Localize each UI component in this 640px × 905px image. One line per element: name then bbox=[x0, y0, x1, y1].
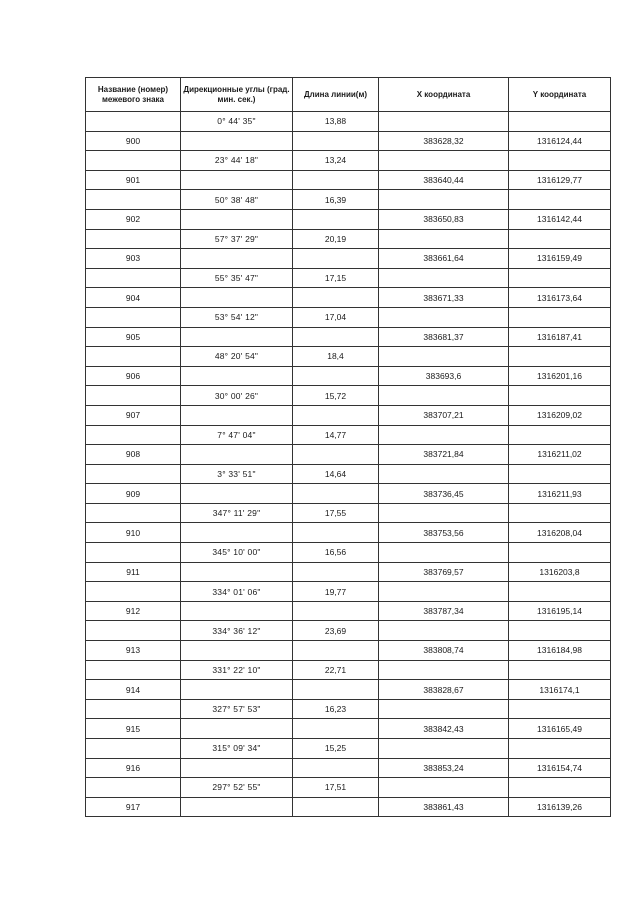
direction-angle-cell: 297° 52' 55" bbox=[181, 778, 293, 798]
marker-point-row bbox=[86, 288, 611, 308]
direction-angle-cell bbox=[181, 484, 293, 504]
x-coordinate-cell bbox=[379, 699, 509, 719]
marker-name-cell: 900 bbox=[86, 131, 181, 151]
y-coordinate-cell: 1316203,8 bbox=[509, 562, 611, 582]
line-length-cell: 15,25 bbox=[293, 739, 379, 759]
line-length-cell: 16,39 bbox=[293, 190, 379, 210]
header-marker-name: Название (номер) межевого знака bbox=[86, 78, 181, 112]
y-coordinate-cell bbox=[509, 503, 611, 523]
direction-angle-cell: 345° 10' 00" bbox=[181, 543, 293, 563]
line-length-cell bbox=[293, 680, 379, 700]
direction-angle-cell: 347° 11' 29" bbox=[181, 503, 293, 523]
line-length-cell: 16,56 bbox=[293, 543, 379, 563]
direction-angle-cell bbox=[181, 719, 293, 739]
y-coordinate-cell bbox=[509, 268, 611, 288]
direction-angle-cell: 331° 22' 10" bbox=[181, 660, 293, 680]
marker-name-cell: 913 bbox=[86, 641, 181, 661]
marker-name-cell bbox=[86, 660, 181, 680]
line-length-cell bbox=[293, 366, 379, 386]
x-coordinate-cell bbox=[379, 268, 509, 288]
marker-name-cell: 904 bbox=[86, 288, 181, 308]
line-length-cell bbox=[293, 445, 379, 465]
marker-point-row bbox=[86, 131, 611, 151]
line-segment-row bbox=[86, 151, 611, 171]
line-length-cell bbox=[293, 523, 379, 543]
marker-point-row bbox=[86, 562, 611, 582]
direction-angle-cell: 23° 44' 18" bbox=[181, 151, 293, 171]
line-segment-row bbox=[86, 268, 611, 288]
line-length-cell: 22,71 bbox=[293, 660, 379, 680]
line-length-cell: 17,55 bbox=[293, 503, 379, 523]
x-coordinate-cell: 383808,74 bbox=[379, 641, 509, 661]
y-coordinate-cell: 1316211,93 bbox=[509, 484, 611, 504]
y-coordinate-cell: 1316139,26 bbox=[509, 797, 611, 817]
line-length-cell bbox=[293, 327, 379, 347]
x-coordinate-cell: 383828,67 bbox=[379, 680, 509, 700]
x-coordinate-cell bbox=[379, 464, 509, 484]
marker-name-cell: 903 bbox=[86, 249, 181, 269]
marker-name-cell: 901 bbox=[86, 170, 181, 190]
y-coordinate-cell bbox=[509, 699, 611, 719]
direction-angle-cell bbox=[181, 641, 293, 661]
y-coordinate-cell bbox=[509, 347, 611, 367]
y-coordinate-cell: 1316184,98 bbox=[509, 641, 611, 661]
x-coordinate-cell: 383769,57 bbox=[379, 562, 509, 582]
direction-angle-cell bbox=[181, 562, 293, 582]
x-coordinate-cell bbox=[379, 307, 509, 327]
marker-name-cell: 906 bbox=[86, 366, 181, 386]
x-coordinate-cell bbox=[379, 778, 509, 798]
marker-point-row bbox=[86, 209, 611, 229]
marker-point-row bbox=[86, 601, 611, 621]
direction-angle-cell: 0° 44' 35" bbox=[181, 112, 293, 132]
y-coordinate-cell bbox=[509, 778, 611, 798]
marker-point-row bbox=[86, 405, 611, 425]
x-coordinate-cell: 383707,21 bbox=[379, 405, 509, 425]
marker-name-cell: 902 bbox=[86, 209, 181, 229]
marker-name-cell bbox=[86, 229, 181, 249]
direction-angle-cell bbox=[181, 601, 293, 621]
line-length-cell bbox=[293, 719, 379, 739]
x-coordinate-cell: 383736,45 bbox=[379, 484, 509, 504]
marker-point-row bbox=[86, 523, 611, 543]
direction-angle-cell bbox=[181, 680, 293, 700]
x-coordinate-cell bbox=[379, 660, 509, 680]
y-coordinate-cell bbox=[509, 307, 611, 327]
marker-name-cell bbox=[86, 582, 181, 602]
boundary-coordinates-table bbox=[85, 77, 611, 817]
x-coordinate-cell bbox=[379, 229, 509, 249]
line-segment-row bbox=[86, 543, 611, 563]
y-coordinate-cell bbox=[509, 151, 611, 171]
x-coordinate-cell: 383671,33 bbox=[379, 288, 509, 308]
line-length-cell: 15,72 bbox=[293, 386, 379, 406]
x-coordinate-cell: 383640,44 bbox=[379, 170, 509, 190]
header-line-length: Длина линии(м) bbox=[293, 78, 379, 112]
line-length-cell bbox=[293, 249, 379, 269]
x-coordinate-cell bbox=[379, 190, 509, 210]
marker-name-cell: 915 bbox=[86, 719, 181, 739]
marker-name-cell bbox=[86, 190, 181, 210]
line-length-cell bbox=[293, 131, 379, 151]
line-segment-row bbox=[86, 425, 611, 445]
y-coordinate-cell: 1316187,41 bbox=[509, 327, 611, 347]
x-coordinate-cell bbox=[379, 425, 509, 445]
marker-name-cell bbox=[86, 112, 181, 132]
line-length-cell: 13,24 bbox=[293, 151, 379, 171]
line-length-cell bbox=[293, 641, 379, 661]
line-length-cell bbox=[293, 797, 379, 817]
direction-angle-cell bbox=[181, 288, 293, 308]
x-coordinate-cell bbox=[379, 543, 509, 563]
direction-angle-cell: 30° 00' 26" bbox=[181, 386, 293, 406]
line-length-cell bbox=[293, 601, 379, 621]
marker-name-cell bbox=[86, 307, 181, 327]
line-length-cell: 19,77 bbox=[293, 582, 379, 602]
marker-point-row bbox=[86, 445, 611, 465]
marker-name-cell bbox=[86, 778, 181, 798]
x-coordinate-cell bbox=[379, 347, 509, 367]
line-segment-row bbox=[86, 229, 611, 249]
direction-angle-cell bbox=[181, 405, 293, 425]
y-coordinate-cell bbox=[509, 543, 611, 563]
y-coordinate-cell bbox=[509, 621, 611, 641]
marker-name-cell bbox=[86, 739, 181, 759]
marker-point-row bbox=[86, 249, 611, 269]
direction-angle-cell: 315° 09' 34" bbox=[181, 739, 293, 759]
line-length-cell: 17,15 bbox=[293, 268, 379, 288]
direction-angle-cell bbox=[181, 366, 293, 386]
marker-name-cell bbox=[86, 425, 181, 445]
marker-point-row bbox=[86, 680, 611, 700]
direction-angle-cell bbox=[181, 131, 293, 151]
line-length-cell: 13,88 bbox=[293, 112, 379, 132]
line-segment-row bbox=[86, 347, 611, 367]
marker-point-row bbox=[86, 484, 611, 504]
line-segment-row bbox=[86, 386, 611, 406]
table-header-row bbox=[86, 78, 611, 112]
y-coordinate-cell bbox=[509, 464, 611, 484]
direction-angle-cell: 50° 38' 48" bbox=[181, 190, 293, 210]
y-coordinate-cell bbox=[509, 660, 611, 680]
marker-point-row bbox=[86, 366, 611, 386]
x-coordinate-cell: 383861,43 bbox=[379, 797, 509, 817]
y-coordinate-cell: 1316173,64 bbox=[509, 288, 611, 308]
marker-name-cell: 909 bbox=[86, 484, 181, 504]
direction-angle-cell: 334° 36' 12" bbox=[181, 621, 293, 641]
line-segment-row bbox=[86, 660, 611, 680]
marker-name-cell: 905 bbox=[86, 327, 181, 347]
y-coordinate-cell: 1316124,44 bbox=[509, 131, 611, 151]
x-coordinate-cell: 383661,64 bbox=[379, 249, 509, 269]
x-coordinate-cell bbox=[379, 112, 509, 132]
marker-name-cell bbox=[86, 699, 181, 719]
x-coordinate-cell: 383753,56 bbox=[379, 523, 509, 543]
x-coordinate-cell bbox=[379, 151, 509, 171]
line-length-cell: 14,77 bbox=[293, 425, 379, 445]
marker-name-cell bbox=[86, 386, 181, 406]
marker-name-cell: 912 bbox=[86, 601, 181, 621]
header-direction-angle: Дирекционные углы (град. мин. сек.) bbox=[181, 78, 293, 112]
direction-angle-cell: 327° 57' 53" bbox=[181, 699, 293, 719]
y-coordinate-cell bbox=[509, 582, 611, 602]
marker-name-cell: 916 bbox=[86, 758, 181, 778]
line-length-cell bbox=[293, 288, 379, 308]
direction-angle-cell bbox=[181, 797, 293, 817]
line-length-cell: 16,23 bbox=[293, 699, 379, 719]
direction-angle-cell bbox=[181, 445, 293, 465]
marker-name-cell: 911 bbox=[86, 562, 181, 582]
table-body bbox=[86, 112, 611, 817]
direction-angle-cell: 57° 37' 29" bbox=[181, 229, 293, 249]
y-coordinate-cell bbox=[509, 386, 611, 406]
direction-angle-cell: 3° 33' 51" bbox=[181, 464, 293, 484]
direction-angle-cell bbox=[181, 209, 293, 229]
line-segment-row bbox=[86, 464, 611, 484]
direction-angle-cell bbox=[181, 249, 293, 269]
y-coordinate-cell bbox=[509, 425, 611, 445]
line-segment-row bbox=[86, 582, 611, 602]
line-segment-row bbox=[86, 307, 611, 327]
marker-name-cell bbox=[86, 347, 181, 367]
direction-angle-cell: 7° 47' 04" bbox=[181, 425, 293, 445]
x-coordinate-cell bbox=[379, 582, 509, 602]
line-segment-row bbox=[86, 699, 611, 719]
line-segment-row bbox=[86, 739, 611, 759]
direction-angle-cell: 48° 20' 54" bbox=[181, 347, 293, 367]
direction-angle-cell bbox=[181, 758, 293, 778]
line-length-cell bbox=[293, 170, 379, 190]
y-coordinate-cell bbox=[509, 190, 611, 210]
marker-point-row bbox=[86, 758, 611, 778]
marker-name-cell bbox=[86, 621, 181, 641]
marker-name-cell bbox=[86, 464, 181, 484]
marker-name-cell: 914 bbox=[86, 680, 181, 700]
direction-angle-cell bbox=[181, 327, 293, 347]
marker-point-row bbox=[86, 641, 611, 661]
y-coordinate-cell: 1316201,16 bbox=[509, 366, 611, 386]
line-length-cell: 17,51 bbox=[293, 778, 379, 798]
line-segment-row bbox=[86, 503, 611, 523]
marker-point-row bbox=[86, 797, 611, 817]
y-coordinate-cell: 1316165,49 bbox=[509, 719, 611, 739]
direction-angle-cell: 334° 01' 06" bbox=[181, 582, 293, 602]
x-coordinate-cell: 383853,24 bbox=[379, 758, 509, 778]
line-length-cell bbox=[293, 405, 379, 425]
x-coordinate-cell bbox=[379, 621, 509, 641]
line-length-cell: 17,04 bbox=[293, 307, 379, 327]
x-coordinate-cell bbox=[379, 503, 509, 523]
x-coordinate-cell: 383681,37 bbox=[379, 327, 509, 347]
marker-point-row bbox=[86, 170, 611, 190]
line-segment-row bbox=[86, 621, 611, 641]
line-segment-row bbox=[86, 778, 611, 798]
line-length-cell: 20,19 bbox=[293, 229, 379, 249]
marker-name-cell bbox=[86, 503, 181, 523]
direction-angle-cell: 55° 35' 47" bbox=[181, 268, 293, 288]
marker-point-row bbox=[86, 719, 611, 739]
y-coordinate-cell: 1316129,77 bbox=[509, 170, 611, 190]
marker-name-cell: 908 bbox=[86, 445, 181, 465]
header-y-coordinate: Y координата bbox=[509, 78, 611, 112]
marker-point-row bbox=[86, 327, 611, 347]
marker-name-cell bbox=[86, 543, 181, 563]
line-segment-row bbox=[86, 112, 611, 132]
y-coordinate-cell bbox=[509, 112, 611, 132]
line-length-cell bbox=[293, 758, 379, 778]
x-coordinate-cell: 383628,32 bbox=[379, 131, 509, 151]
y-coordinate-cell: 1316208,04 bbox=[509, 523, 611, 543]
y-coordinate-cell: 1316209,02 bbox=[509, 405, 611, 425]
marker-name-cell: 917 bbox=[86, 797, 181, 817]
direction-angle-cell bbox=[181, 170, 293, 190]
y-coordinate-cell: 1316195,14 bbox=[509, 601, 611, 621]
marker-name-cell: 907 bbox=[86, 405, 181, 425]
y-coordinate-cell: 1316211,02 bbox=[509, 445, 611, 465]
y-coordinate-cell: 1316142,44 bbox=[509, 209, 611, 229]
line-length-cell: 18,4 bbox=[293, 347, 379, 367]
line-segment-row bbox=[86, 190, 611, 210]
marker-name-cell bbox=[86, 268, 181, 288]
marker-name-cell bbox=[86, 151, 181, 171]
line-length-cell: 23,69 bbox=[293, 621, 379, 641]
line-length-cell bbox=[293, 562, 379, 582]
y-coordinate-cell bbox=[509, 739, 611, 759]
y-coordinate-cell bbox=[509, 229, 611, 249]
x-coordinate-cell bbox=[379, 739, 509, 759]
x-coordinate-cell: 383721,84 bbox=[379, 445, 509, 465]
line-length-cell bbox=[293, 209, 379, 229]
x-coordinate-cell: 383693,6 bbox=[379, 366, 509, 386]
line-length-cell bbox=[293, 484, 379, 504]
x-coordinate-cell: 383842,43 bbox=[379, 719, 509, 739]
direction-angle-cell: 53° 54' 12" bbox=[181, 307, 293, 327]
header-x-coordinate: X координата bbox=[379, 78, 509, 112]
direction-angle-cell bbox=[181, 523, 293, 543]
y-coordinate-cell: 1316159,49 bbox=[509, 249, 611, 269]
y-coordinate-cell: 1316174,1 bbox=[509, 680, 611, 700]
line-length-cell: 14,64 bbox=[293, 464, 379, 484]
x-coordinate-cell: 383787,34 bbox=[379, 601, 509, 621]
marker-name-cell: 910 bbox=[86, 523, 181, 543]
x-coordinate-cell bbox=[379, 386, 509, 406]
y-coordinate-cell: 1316154,74 bbox=[509, 758, 611, 778]
x-coordinate-cell: 383650,83 bbox=[379, 209, 509, 229]
